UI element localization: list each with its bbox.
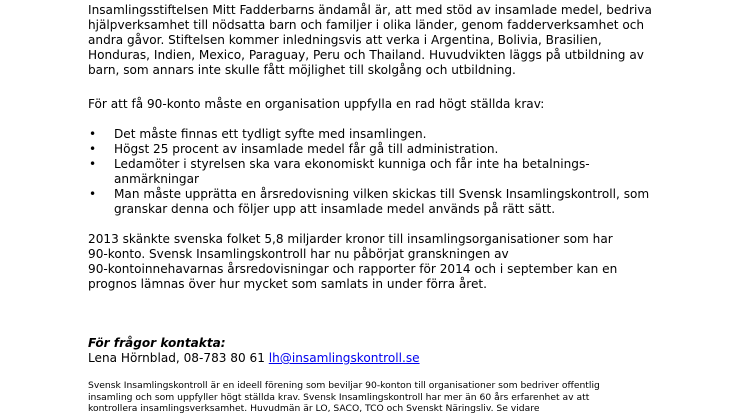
requirement-line: Det måste finnas ett tydligt syfte med insamlingen.: [114, 127, 427, 141]
footer-line: kontrollera insamlingsverksamhet. Huvudmän är LO, SACO, TCO och Svenskt Näringsliv. Se vidare: [88, 403, 540, 414]
requirement-line: Man måste upprätta en årsredovisning vilken skickas till Svensk Insamlingskontroll, som: [114, 187, 650, 201]
contact-person: Lena Hörnblad, 08-783 80 61: [88, 351, 265, 365]
intro-line: Insamlingsstiftelsen Mitt Fadderbarns ändamål är, att med stöd av insamlade medel, bedriva: [88, 3, 652, 17]
intro-line: Honduras, Indien, Mexico, Paraguay, Peru och Thailand. Huvudvikten läggs på utbildning av: [88, 48, 644, 62]
stats-line: 2013 skänkte svenska folket 5,8 miljarder kronor till insamlingsorganisationer som har: [88, 232, 613, 246]
footer-note: [88, 380, 600, 415]
contact-line: [88, 351, 420, 366]
footer-line: Svensk Insamlingskontroll är en ideell förening som beviljar 90-konton till organisationer som bedriver offentlig: [88, 380, 600, 391]
requirement-line: Ledamöter i styrelsen ska vara ekonomiskt kunniga och får inte ha betalnings-: [114, 157, 590, 171]
bullet-icon: •: [89, 127, 97, 141]
list-item: [88, 142, 649, 157]
requirement-line: anmärkningar: [114, 172, 199, 186]
bullet-icon: •: [89, 157, 97, 171]
intro-line: hjälpverksamhet till nödsatta barn och familjer i olika länder, genom fadderverksamhet och: [88, 18, 645, 32]
intro-paragraph: [88, 3, 652, 78]
stats-line: prognos lämnas över hur mycket som samlats in under förra året.: [88, 277, 487, 291]
requirements-list: [88, 127, 649, 217]
footer-line: insamling och som uppfyller högt ställda krav. Svensk Insamlingskontroll har mer än 60 års erfarenhet av att: [88, 391, 590, 403]
list-item: [88, 127, 649, 142]
contact-heading: För frågor kontakta:: [88, 336, 226, 350]
requirement-line: granskar denna och följer upp att insamlade medel används på rätt sätt.: [114, 202, 556, 216]
contact-email-link[interactable]: lh@insamlingskontroll.se: [268, 351, 420, 365]
list-item: [88, 187, 649, 217]
intro-line: andra gåvor. Stiftelsen kommer inledningsvis att verka i Argentina, Bolivia, Brasilien,: [88, 33, 602, 47]
intro-line: barn, som annars inte skulle fått möjlighet till skolgång och utbildning.: [88, 63, 516, 77]
list-item: [88, 157, 649, 187]
requirement-line: Högst 25 procent av insamlade medel får gå till administration.: [114, 142, 499, 156]
bullet-icon: •: [89, 187, 97, 201]
bullet-icon: •: [89, 142, 97, 156]
stats-paragraph: [88, 232, 617, 292]
stats-line: 90-konto. Svensk Insamlingskontroll har nu påbörjat granskningen av: [88, 247, 509, 261]
requirements-lead: För att få 90-konto måste en organisation uppfylla en rad högt ställda krav:: [88, 97, 545, 111]
stats-line: 90-kontoinnehavarnas årsredovisningar och rapporter för 2014 och i september kan en: [88, 262, 618, 276]
